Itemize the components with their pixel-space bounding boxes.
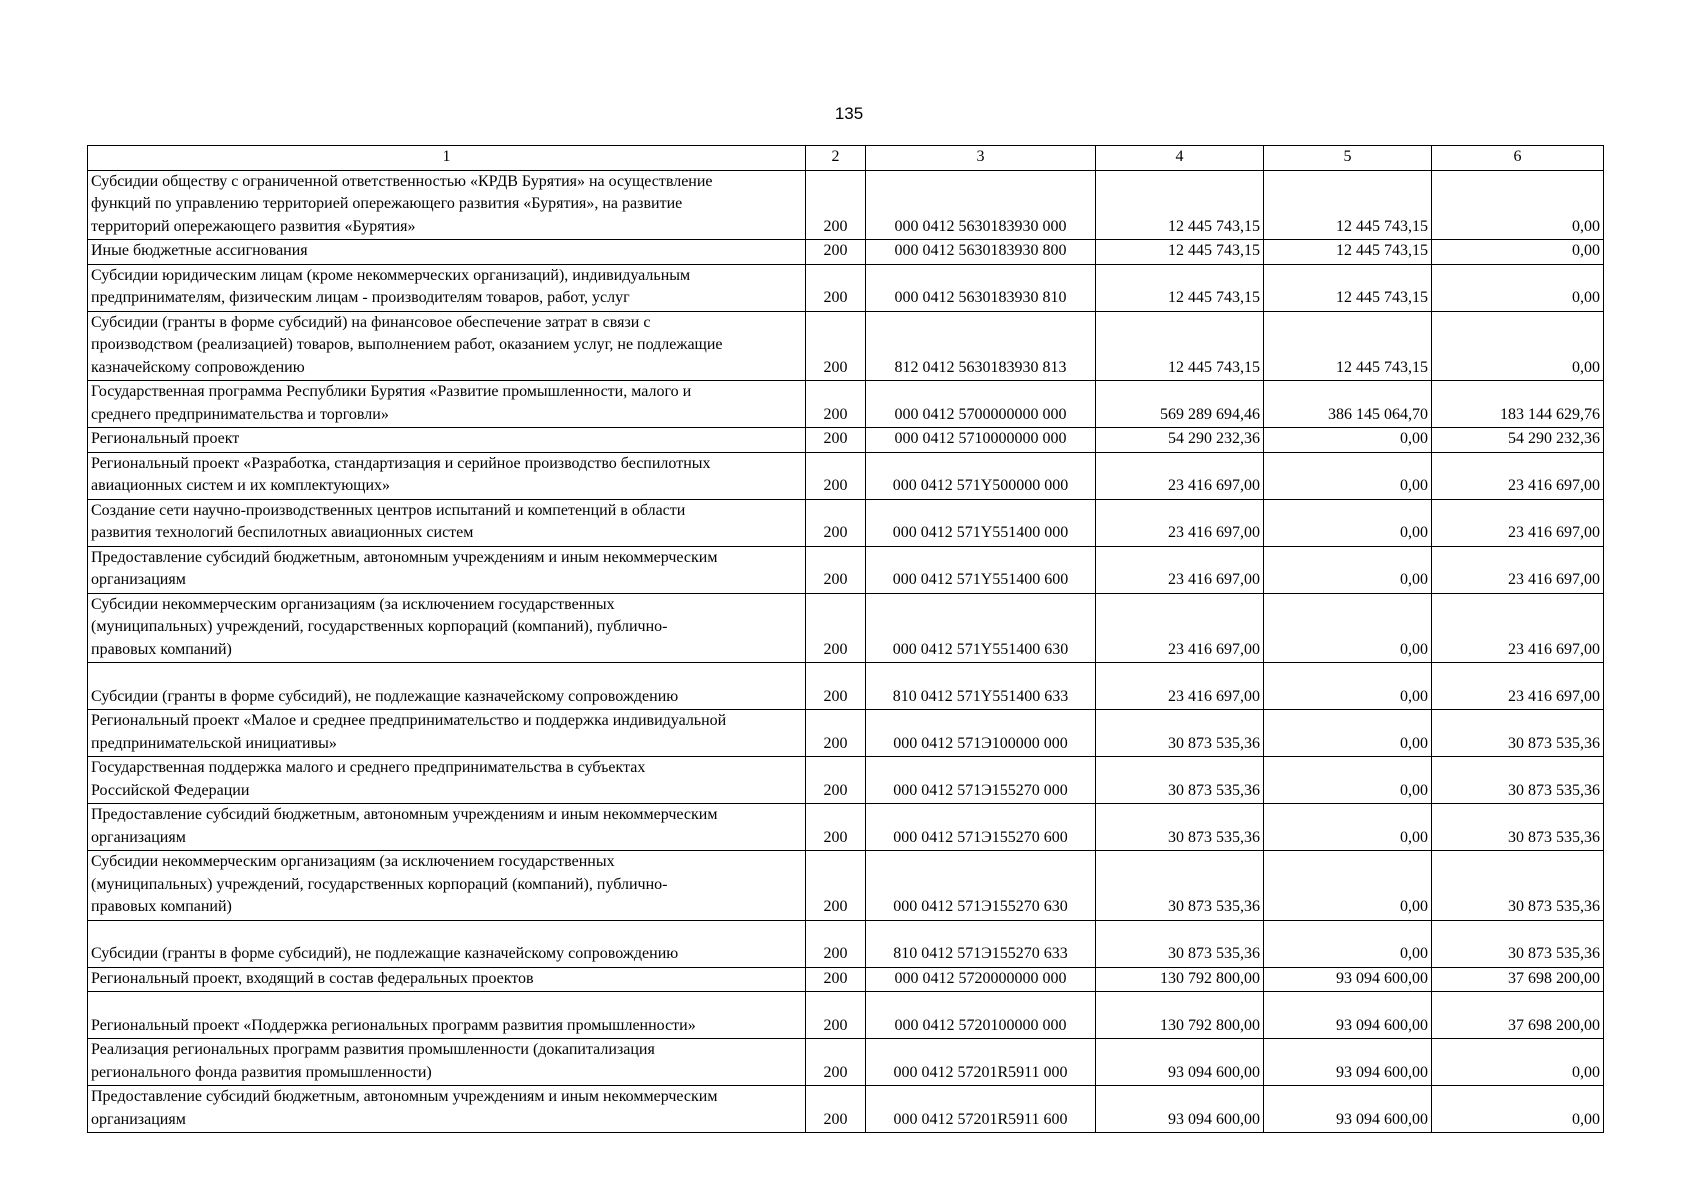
table-row — [88, 240, 1604, 265]
row-value-col6: 30 873 535,36 — [1432, 804, 1604, 851]
budget-table — [87, 145, 1604, 1133]
row-classifier: 000 0412 5720100000 000 — [866, 992, 1096, 1039]
description-line: Государственная программа Республики Бурятия «Развитие промышленности, малого и — [91, 383, 692, 400]
row-description — [88, 452, 806, 499]
row-description — [88, 240, 806, 265]
row-classifier: 000 0412 571Э100000 000 — [866, 710, 1096, 757]
row-value-col6: 0,00 — [1432, 1086, 1604, 1133]
row-classifier: 812 0412 5630183930 813 — [866, 311, 1096, 381]
description-line: функций по управлению территорией опережающего развития «Бурятия», на развитие — [91, 195, 683, 212]
description-line: предпринимателям, физическим лицам - производителям товаров, работ, услуг — [91, 289, 630, 306]
row-value-col6: 0,00 — [1432, 170, 1604, 240]
row-description — [88, 710, 806, 757]
row-value-col6: 23 416 697,00 — [1432, 499, 1604, 546]
row-code: 200 — [806, 804, 866, 851]
row-value-col4: 12 445 743,15 — [1096, 264, 1264, 311]
description-line: Региональный проект «Разработка, стандартизация и серийное производство беспилотных — [91, 454, 711, 472]
row-description — [88, 967, 806, 992]
description-line: производством (реализацией) товаров, выполнением работ, оказанием услуг, не подлежащие — [91, 336, 723, 353]
row-code: 200 — [806, 757, 866, 804]
description-line: организациям — [91, 571, 186, 588]
description-line — [91, 992, 802, 1015]
row-value-col6: 30 873 535,36 — [1432, 757, 1604, 804]
row-classifier: 000 0412 571Y551400 630 — [866, 593, 1096, 663]
row-value-col6: 0,00 — [1432, 240, 1604, 265]
description-line: Предоставление субсидий бюджетным, автономным учреждениям и иным некоммерческим — [91, 806, 718, 823]
description-line: Региональный проект «Поддержка региональных программ развития промышленности» — [91, 1016, 696, 1034]
row-description — [88, 920, 806, 967]
row-value-col6: 37 698 200,00 — [1432, 967, 1604, 992]
row-value-col6: 30 873 535,36 — [1432, 920, 1604, 967]
description-line: Российской Федерации — [91, 781, 250, 799]
row-value-col5: 0,00 — [1264, 499, 1432, 546]
row-value-col5: 386 145 064,70 — [1264, 381, 1432, 428]
row-code: 200 — [806, 992, 866, 1039]
row-code: 200 — [806, 240, 866, 265]
row-value-col6: 54 290 232,36 — [1432, 428, 1604, 453]
table-body — [88, 146, 1604, 1133]
row-value-col5: 0,00 — [1264, 757, 1432, 804]
row-value-col5: 0,00 — [1264, 851, 1432, 921]
description-line: Иные бюджетные ассигнования — [91, 242, 308, 259]
row-code: 200 — [806, 710, 866, 757]
row-value-col5: 0,00 — [1264, 593, 1432, 663]
row-value-col6: 0,00 — [1432, 264, 1604, 311]
row-value-col4: 30 873 535,36 — [1096, 804, 1264, 851]
row-classifier: 000 0412 5630183930 800 — [866, 240, 1096, 265]
row-value-col4: 23 416 697,00 — [1096, 499, 1264, 546]
row-description — [88, 1039, 806, 1086]
row-code: 200 — [806, 851, 866, 921]
row-value-col5: 93 094 600,00 — [1264, 992, 1432, 1039]
description-line: Региональный проект, входящий в состав федеральных проектов — [91, 969, 534, 987]
row-code: 200 — [806, 663, 866, 710]
description-line: организациям — [91, 828, 186, 846]
row-code: 200 — [806, 428, 866, 453]
row-value-col5: 12 445 743,15 — [1264, 170, 1432, 240]
row-value-col6: 23 416 697,00 — [1432, 593, 1604, 663]
description-line: Субсидии обществу с ограниченной ответственностью «КРДВ Бурятия» на осуществление — [91, 172, 713, 190]
header-cell-3: 3 — [866, 146, 1096, 171]
row-description — [88, 311, 806, 381]
header-cell-6: 6 — [1432, 146, 1604, 171]
row-value-col5: 0,00 — [1264, 920, 1432, 967]
table-header-row — [88, 146, 1604, 171]
row-classifier: 810 0412 571Э155270 633 — [866, 920, 1096, 967]
row-value-col5: 12 445 743,15 — [1264, 311, 1432, 381]
row-classifier: 000 0412 5630183930 810 — [866, 264, 1096, 311]
description-line: правовых компаний) — [91, 898, 232, 915]
row-value-col6: 37 698 200,00 — [1432, 992, 1604, 1039]
row-description — [88, 851, 806, 921]
row-value-col5: 12 445 743,15 — [1264, 240, 1432, 265]
row-code: 200 — [806, 311, 866, 381]
row-description — [88, 757, 806, 804]
row-value-col6: 0,00 — [1432, 311, 1604, 381]
row-value-col4: 93 094 600,00 — [1096, 1086, 1264, 1133]
description-line: казначейскому сопровождению — [91, 358, 305, 376]
table-row — [88, 428, 1604, 453]
table-row — [88, 381, 1604, 428]
table-row — [88, 170, 1604, 240]
table-row — [88, 967, 1604, 992]
description-line: Предоставление субсидий бюджетным, автономным учреждениям и иным некоммерческим — [91, 1088, 718, 1105]
row-value-col5: 0,00 — [1264, 452, 1432, 499]
row-code: 200 — [806, 499, 866, 546]
description-line: среднего предпринимательства и торговли» — [91, 405, 389, 423]
description-line: Субсидии некоммерческим организациям (за исключением государственных — [91, 853, 615, 870]
row-value-col6: 183 144 629,76 — [1432, 381, 1604, 428]
description-line: организациям — [91, 1110, 186, 1128]
description-line: развития технологий беспилотных авиационных систем — [91, 524, 474, 541]
table-row — [88, 710, 1604, 757]
row-value-col4: 23 416 697,00 — [1096, 663, 1264, 710]
table-row — [88, 804, 1604, 851]
row-code: 200 — [806, 1039, 866, 1086]
row-description — [88, 804, 806, 851]
row-value-col5: 12 445 743,15 — [1264, 264, 1432, 311]
row-description — [88, 663, 806, 710]
row-value-col6: 23 416 697,00 — [1432, 546, 1604, 593]
header-cell-4: 4 — [1096, 146, 1264, 171]
row-classifier: 000 0412 57201R5911 000 — [866, 1039, 1096, 1086]
row-code: 200 — [806, 1086, 866, 1133]
description-line: Субсидии юридическим лицам (кроме некоммерческих организаций), индивидуальным — [91, 266, 691, 284]
page-number: 135 — [834, 104, 864, 123]
table-row — [88, 992, 1604, 1039]
row-description — [88, 499, 806, 546]
row-classifier: 000 0412 5710000000 000 — [866, 428, 1096, 453]
table-row — [88, 264, 1604, 311]
description-line: (муниципальных) учреждений, государственных корпораций (компаний), публично- — [91, 875, 668, 893]
row-value-col5: 0,00 — [1264, 546, 1432, 593]
row-value-col4: 93 094 600,00 — [1096, 1039, 1264, 1086]
description-line: Субсидии (гранты в форме субсидий) на финансовое обеспечение затрат в связи с — [91, 313, 651, 331]
row-value-col4: 12 445 743,15 — [1096, 311, 1264, 381]
description-line: Региональный проект — [91, 430, 240, 447]
table-row — [88, 311, 1604, 381]
row-value-col4: 30 873 535,36 — [1096, 757, 1264, 804]
row-value-col4: 569 289 694,46 — [1096, 381, 1264, 428]
row-code: 200 — [806, 452, 866, 499]
description-line: Региональный проект «Малое и среднее предпринимательство и поддержка индивидуальной — [91, 712, 727, 729]
description-line: правовых компаний) — [91, 640, 232, 658]
description-line: Субсидии (гранты в форме субсидий), не подлежащие казначейскому сопровождению — [91, 687, 679, 705]
row-classifier: 000 0412 571Э155270 000 — [866, 757, 1096, 804]
row-description — [88, 264, 806, 311]
table-row — [88, 452, 1604, 499]
row-value-col4: 130 792 800,00 — [1096, 967, 1264, 992]
row-value-col6: 0,00 — [1432, 1039, 1604, 1086]
row-value-col4: 23 416 697,00 — [1096, 546, 1264, 593]
row-value-col4: 54 290 232,36 — [1096, 428, 1264, 453]
row-value-col5: 0,00 — [1264, 804, 1432, 851]
description-line: регионального фонда развития промышленности) — [91, 1063, 432, 1081]
description-line — [91, 921, 802, 944]
description-line: предпринимательской инициативы» — [91, 734, 337, 752]
header-cell-1: 1 — [88, 146, 806, 171]
row-description — [88, 170, 806, 240]
row-classifier: 000 0412 571Э155270 600 — [866, 804, 1096, 851]
row-description — [88, 593, 806, 663]
row-code: 200 — [806, 546, 866, 593]
row-description — [88, 428, 806, 453]
row-description — [88, 546, 806, 593]
table-row — [88, 757, 1604, 804]
row-value-col5: 93 094 600,00 — [1264, 1086, 1432, 1133]
row-classifier: 000 0412 5700000000 000 — [866, 381, 1096, 428]
table-row — [88, 1039, 1604, 1086]
row-value-col4: 12 445 743,15 — [1096, 170, 1264, 240]
row-value-col5: 93 094 600,00 — [1264, 1039, 1432, 1086]
row-classifier: 000 0412 571Y551400 600 — [866, 546, 1096, 593]
row-code: 200 — [806, 264, 866, 311]
row-value-col4: 30 873 535,36 — [1096, 851, 1264, 921]
row-value-col4: 30 873 535,36 — [1096, 920, 1264, 967]
row-classifier: 000 0412 571Y551400 000 — [866, 499, 1096, 546]
table-row — [88, 920, 1604, 967]
description-line: (муниципальных) учреждений, государственных корпораций (компаний), публично- — [91, 618, 668, 635]
description-line — [91, 663, 802, 686]
row-value-col4: 23 416 697,00 — [1096, 593, 1264, 663]
row-classifier: 810 0412 571Y551400 633 — [866, 663, 1096, 710]
table-row — [88, 851, 1604, 921]
row-value-col5: 0,00 — [1264, 710, 1432, 757]
row-description — [88, 992, 806, 1039]
row-classifier: 000 0412 5630183930 000 — [866, 170, 1096, 240]
row-code: 200 — [806, 170, 866, 240]
description-line: Создание сети научно-производственных центров испытаний и компетенций в области — [91, 501, 686, 519]
row-value-col4: 12 445 743,15 — [1096, 240, 1264, 265]
row-description — [88, 1086, 806, 1133]
row-value-col6: 30 873 535,36 — [1432, 710, 1604, 757]
row-value-col6: 30 873 535,36 — [1432, 851, 1604, 921]
description-line: Реализация региональных программ развития промышленности (докапитализация — [91, 1041, 655, 1058]
row-value-col5: 0,00 — [1264, 428, 1432, 453]
table-row — [88, 593, 1604, 663]
row-value-col4: 30 873 535,36 — [1096, 710, 1264, 757]
table-row — [88, 546, 1604, 593]
table-row — [88, 1086, 1604, 1133]
row-classifier: 000 0412 571Y500000 000 — [866, 452, 1096, 499]
description-line: Государственная поддержка малого и среднего предпринимательства в субъектах — [91, 759, 646, 776]
row-description — [88, 381, 806, 428]
table-row — [88, 499, 1604, 546]
row-value-col5: 93 094 600,00 — [1264, 967, 1432, 992]
header-cell-5: 5 — [1264, 146, 1432, 171]
row-code: 200 — [806, 381, 866, 428]
row-value-col4: 130 792 800,00 — [1096, 992, 1264, 1039]
table-row — [88, 663, 1604, 710]
row-value-col5: 0,00 — [1264, 663, 1432, 710]
row-classifier: 000 0412 571Э155270 630 — [866, 851, 1096, 921]
row-value-col6: 23 416 697,00 — [1432, 663, 1604, 710]
description-line: территорий опережающего развития «Бурятия» — [91, 217, 416, 235]
row-code: 200 — [806, 593, 866, 663]
description-line: Предоставление субсидий бюджетным, автономным учреждениям и иным некоммерческим — [91, 548, 718, 566]
row-classifier: 000 0412 5720000000 000 — [866, 967, 1096, 992]
row-code: 200 — [806, 920, 866, 967]
row-value-col6: 23 416 697,00 — [1432, 452, 1604, 499]
row-value-col4: 23 416 697,00 — [1096, 452, 1264, 499]
description-line: Субсидии (гранты в форме субсидий), не подлежащие казначейскому сопровождению — [91, 945, 679, 962]
description-line: Субсидии некоммерческим организациям (за исключением государственных — [91, 595, 615, 613]
description-line: авиационных систем и их комплектующих» — [91, 477, 391, 494]
header-cell-2: 2 — [806, 146, 866, 171]
row-classifier: 000 0412 57201R5911 600 — [866, 1086, 1096, 1133]
row-code: 200 — [806, 967, 866, 992]
